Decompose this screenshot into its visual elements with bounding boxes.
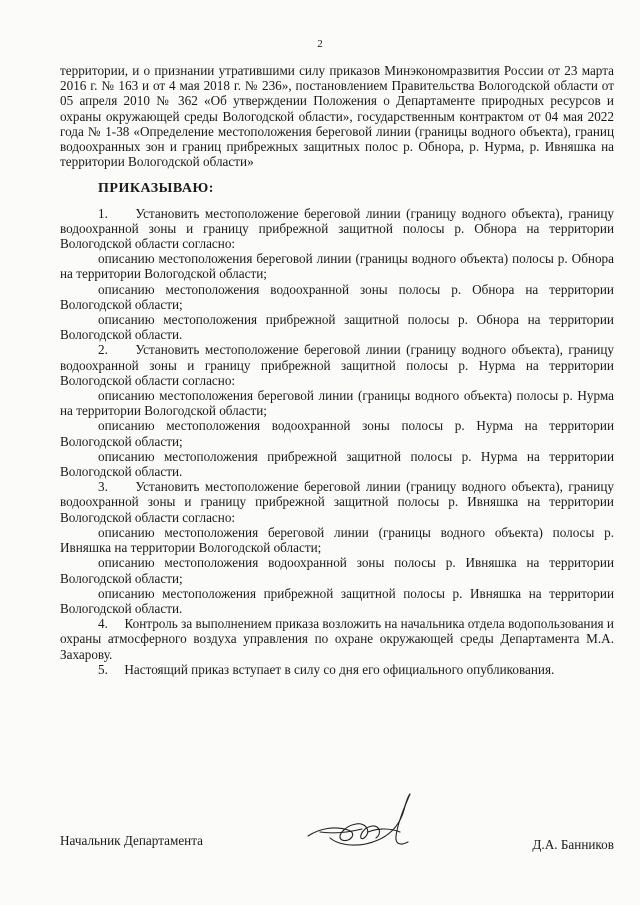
item-2-sub-2: описанию местоположения водоохранной зоны полосы р. Нурма на территории Вологодской области; bbox=[60, 418, 614, 449]
item-2-sub-1: описанию местоположения береговой линии (границы водного объекта) полосы р. Нурма на территории Вологодской области; bbox=[60, 388, 614, 419]
item-5: 5. Настоящий приказ вступает в силу со дня его официального опубликования. bbox=[98, 661, 555, 677]
item-3: 3. Установить местоположение береговой линии (границу водного объекта), границу водоохранной зоны и границу прибрежной защитной полосы р. Ивняшка на территории Вологодской области согласно: bbox=[60, 479, 614, 525]
item-2-sub-3: описанию местоположения прибрежной защитной полосы р. Нурма на территории Вологодской области. bbox=[60, 448, 614, 480]
intro-paragraph: территории, и о признании утратившими силу приказов Минэкономразвития России от 23 марта 2016 г. № 163 и от 4 мая 2018 г. № 236», постановлением Правительства Вологодской области от 05 апреля 2010 № 362 «Об утверждении Положения о Департаменте природных ресурсов и охраны окружающей среды Вологодской области», государственным контрактом от 04 мая 2022 года № 1-38 «Определение местоположения береговой линии (границы водного объекта), границ водоохранных зон и границ прибрежных защитных полос р. Обнора, р. Нурма, р. Ивняшка на территории Вологодской области» bbox=[60, 63, 614, 170]
item-1: 1. Установить местоположение береговой линии (границу водного объекта), границу водоохранной зоны и границу прибрежной защитной полосы р. Обнора на территории Вологодской области согласно: bbox=[60, 205, 614, 252]
item-3-sub-1: описанию местоположения береговой линии (границы водного объекта) полосы р. Ивняшка на территории Вологодской области; bbox=[60, 524, 614, 556]
item-1-sub-1: описанию местоположения береговой линии (границы водного объекта) полосы р. Обнора на территории Вологодской области; bbox=[60, 251, 614, 282]
item-4: 4. Контроль за выполнением приказа возложить на начальника отдела водопользования и охраны атмосферного воздуха управления по охране окружающей среды Департамента М.А. Захарову. bbox=[60, 616, 614, 662]
signatory-name: Д.А. Банников bbox=[532, 837, 614, 852]
order-heading: ПРИКАЗЫВАЮ: bbox=[98, 181, 214, 197]
item-2: 2. Установить местоположение береговой линии (границу водного объекта), границу водоохранной зоны и границу прибрежной защитной полосы р. Нурма на территории Вологодской области согласно: bbox=[60, 342, 614, 388]
handwritten-signature-icon bbox=[300, 788, 430, 858]
item-1-sub-3: описанию местоположения прибрежной защитной полосы р. Обнора на территории Вологодской области. bbox=[60, 312, 614, 343]
signatory-title: Начальник Департамента bbox=[60, 833, 204, 848]
signature-block bbox=[60, 833, 614, 853]
item-3-sub-2: описанию местоположения водоохранной зоны полосы р. Ивняшка на территории Вологодской области; bbox=[60, 555, 614, 586]
document-body bbox=[60, 63, 614, 677]
page-number: 2 bbox=[317, 38, 323, 50]
item-1-sub-2: описанию местоположения водоохранной зоны полосы р. Обнора на территории Вологодской области; bbox=[60, 281, 614, 312]
item-3-sub-3: описанию местоположения прибрежной защитной полосы р. Ивняшка на территории Вологодской области. bbox=[60, 585, 614, 616]
